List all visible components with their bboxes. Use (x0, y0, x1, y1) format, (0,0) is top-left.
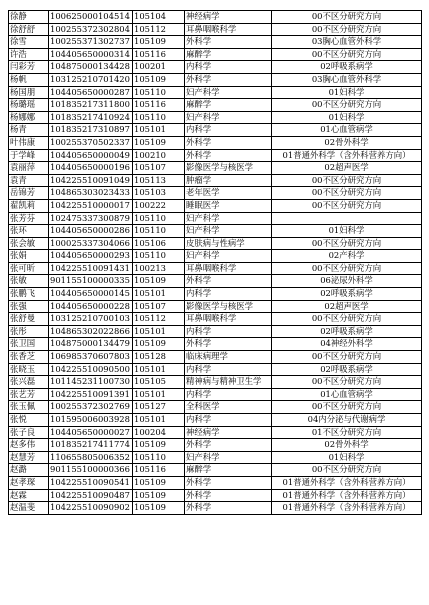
cell-exam-id: 901155100000366 (49, 464, 133, 477)
cell-name: 张舒曼 (9, 313, 49, 326)
cell-major-code: 105109 (133, 489, 185, 502)
cell-exam-id: 101835217311800 (49, 99, 133, 112)
cell-name: 张悦 (9, 414, 49, 427)
cell-major-name: 内科学 (185, 61, 272, 74)
table-row (9, 313, 422, 326)
table-row (9, 451, 422, 464)
cell-major-code: 105110 (133, 212, 185, 225)
cell-major-code: 105101 (133, 363, 185, 376)
cell-major-name: 外科学 (185, 136, 272, 149)
cell-research-direction: 01不区分研究方向 (272, 426, 422, 439)
cell-name: 杨青 (9, 124, 49, 137)
cell-name: 张芳芬 (9, 212, 49, 225)
cell-exam-id: 104405650000228 (49, 300, 133, 313)
table-body (9, 11, 422, 515)
cell-research-direction: 01心血管病学 (272, 388, 422, 401)
cell-research-direction: 01妇科学 (272, 86, 422, 99)
table-row (9, 250, 422, 263)
cell-name: 叶伟康 (9, 136, 49, 149)
cell-major-name: 临床病理学 (185, 351, 272, 364)
cell-research-direction: 04神经外科学 (272, 338, 422, 351)
table-row (9, 439, 422, 452)
cell-name: 张会敏 (9, 237, 49, 250)
cell-major-name: 麻醉学 (185, 99, 272, 112)
cell-name: 张敏 (9, 275, 49, 288)
cell-exam-id: 104405650000286 (49, 225, 133, 238)
cell-research-direction: 00不区分研究方向 (272, 376, 422, 389)
cell-exam-id: 104225510090500 (49, 363, 133, 376)
cell-major-code: 105110 (133, 111, 185, 124)
cell-major-name: 麻醉学 (185, 48, 272, 61)
cell-major-name: 外科学 (185, 338, 272, 351)
cell-major-name: 妇产科学 (185, 250, 272, 263)
cell-major-name: 妇产科学 (185, 451, 272, 464)
cell-major-name: 妇产科学 (185, 225, 272, 238)
cell-name: 张晓玉 (9, 363, 49, 376)
cell-major-code: 105110 (133, 250, 185, 263)
cell-name: 徐雪 (9, 36, 49, 49)
cell-major-code: 105101 (133, 388, 185, 401)
table-row (9, 73, 422, 86)
cell-exam-id: 104405650000293 (49, 250, 133, 263)
cell-major-name: 皮肤病与性病学 (185, 237, 272, 250)
cell-exam-id: 104225510090487 (49, 489, 133, 502)
cell-major-name: 麻醉学 (185, 464, 272, 477)
admission-list-sheet (8, 10, 422, 515)
cell-exam-id: 104225510091049 (49, 174, 133, 187)
cell-major-code: 105104 (133, 11, 185, 24)
cell-major-name: 耳鼻咽喉科学 (185, 23, 272, 36)
table-row (9, 363, 422, 376)
cell-name: 张彤 (9, 325, 49, 338)
cell-research-direction: 00不区分研究方向 (272, 464, 422, 477)
table-row (9, 401, 422, 414)
cell-major-code: 105106 (133, 237, 185, 250)
cell-name: 张艺芳 (9, 388, 49, 401)
cell-major-name: 内科学 (185, 363, 272, 376)
cell-research-direction: 01心血管病学 (272, 124, 422, 137)
cell-exam-id: 100255370502337 (49, 136, 133, 149)
cell-exam-id: 101835217411774 (49, 439, 133, 452)
cell-name: 徐静 (9, 11, 49, 24)
cell-exam-id: 104225510000017 (49, 199, 133, 212)
cell-exam-id: 103125210700103 (49, 313, 133, 326)
cell-exam-id: 104405650000049 (49, 149, 133, 162)
cell-name: 杨国朋 (9, 86, 49, 99)
cell-major-code: 100201 (133, 61, 185, 74)
cell-exam-id: 104405650000027 (49, 426, 133, 439)
cell-exam-id: 104225510090902 (49, 502, 133, 515)
table-row (9, 136, 422, 149)
cell-major-code: 105112 (133, 313, 185, 326)
cell-name: 赵霖 (9, 489, 49, 502)
cell-research-direction: 00不区分研究方向 (272, 351, 422, 364)
cell-major-name: 外科学 (185, 36, 272, 49)
cell-name: 赵多伟 (9, 439, 49, 452)
table-row (9, 262, 422, 275)
cell-major-code: 105110 (133, 451, 185, 464)
cell-exam-id: 101145231100730 (49, 376, 133, 389)
table-row (9, 414, 422, 427)
cell-major-name: 外科学 (185, 489, 272, 502)
cell-research-direction: 00不区分研究方向 (272, 11, 422, 24)
cell-major-code: 105101 (133, 124, 185, 137)
cell-major-code: 105109 (133, 136, 185, 149)
cell-research-direction: 02呼吸系病学 (272, 325, 422, 338)
cell-major-code: 105109 (133, 338, 185, 351)
cell-exam-id: 104875000134479 (49, 338, 133, 351)
cell-name: 张玉佩 (9, 401, 49, 414)
cell-research-direction: 01普通外科学（含外科营养方向） (272, 502, 422, 515)
cell-name: 赵慧芳 (9, 451, 49, 464)
cell-major-name: 内科学 (185, 414, 272, 427)
cell-major-code: 105109 (133, 36, 185, 49)
cell-exam-id: 101835217410924 (49, 111, 133, 124)
cell-research-direction: 06泌尿外科学 (272, 275, 422, 288)
cell-exam-id: 100025337304066 (49, 237, 133, 250)
cell-exam-id: 110655805006352 (49, 451, 133, 464)
cell-major-code: 105109 (133, 502, 185, 515)
cell-exam-id: 102475337300879 (49, 212, 133, 225)
cell-research-direction: 02超声医学 (272, 300, 422, 313)
cell-name: 张娟 (9, 250, 49, 263)
cell-major-name: 影像医学与核医学 (185, 300, 272, 313)
table-row (9, 199, 422, 212)
cell-research-direction: 03胸心血管外科学 (272, 73, 422, 86)
cell-major-name: 耳鼻咽喉科学 (185, 313, 272, 326)
cell-name: 张兴磊 (9, 376, 49, 389)
table-row (9, 111, 422, 124)
cell-exam-id: 104225510091431 (49, 262, 133, 275)
cell-major-code: 105110 (133, 225, 185, 238)
cell-research-direction: 01妇科学 (272, 111, 422, 124)
cell-research-direction: 00不区分研究方向 (272, 313, 422, 326)
cell-major-code: 105107 (133, 162, 185, 175)
cell-name: 赵温斐 (9, 502, 49, 515)
cell-major-code: 105101 (133, 414, 185, 427)
cell-major-code: 100204 (133, 426, 185, 439)
cell-research-direction: 01普通外科学（含外科营养方向） (272, 149, 422, 162)
table-row (9, 275, 422, 288)
cell-research-direction: 00不区分研究方向 (272, 199, 422, 212)
cell-major-code: 100213 (133, 262, 185, 275)
table-row (9, 36, 422, 49)
cell-name: 袁青 (9, 174, 49, 187)
table-row (9, 61, 422, 74)
cell-research-direction: 02产科学 (272, 250, 422, 263)
cell-major-name: 内科学 (185, 288, 272, 301)
cell-exam-id: 100255371302737 (49, 36, 133, 49)
cell-research-direction: 02骨外科学 (272, 136, 422, 149)
table-row (9, 124, 422, 137)
cell-major-code: 100210 (133, 149, 185, 162)
cell-exam-id: 104405650000287 (49, 86, 133, 99)
cell-research-direction: 00不区分研究方向 (272, 48, 422, 61)
cell-research-direction: 03胸心血管外科学 (272, 36, 422, 49)
cell-research-direction: 01普通外科学（含外科营养方向） (272, 476, 422, 489)
table-row (9, 489, 422, 502)
cell-major-name: 妇产科学 (185, 212, 272, 225)
table-row (9, 426, 422, 439)
cell-major-name: 耳鼻咽喉科学 (185, 262, 272, 275)
table-row (9, 338, 422, 351)
cell-name: 张强 (9, 300, 49, 313)
table-row (9, 464, 422, 477)
table-row (9, 23, 422, 36)
cell-exam-id: 103125210701420 (49, 73, 133, 86)
cell-major-name: 神经病学 (185, 11, 272, 24)
cell-research-direction: 02超声医学 (272, 162, 422, 175)
cell-exam-id: 101595006003928 (49, 414, 133, 427)
cell-research-direction: 02呼吸系病学 (272, 61, 422, 74)
cell-major-code: 105109 (133, 73, 185, 86)
table-row (9, 11, 422, 24)
table-row (9, 225, 422, 238)
table-row (9, 376, 422, 389)
cell-research-direction: 00不区分研究方向 (272, 23, 422, 36)
cell-name: 张环 (9, 225, 49, 238)
cell-research-direction: 02呼吸系病学 (272, 288, 422, 301)
cell-research-direction: 00不区分研究方向 (272, 174, 422, 187)
cell-major-code: 105116 (133, 464, 185, 477)
table-row (9, 325, 422, 338)
cell-major-code: 105109 (133, 476, 185, 489)
cell-exam-id: 104865302022866 (49, 325, 133, 338)
table-row (9, 187, 422, 200)
cell-name: 张子良 (9, 426, 49, 439)
cell-name: 赵潞 (9, 464, 49, 477)
cell-major-name: 内科学 (185, 325, 272, 338)
cell-name: 许浩 (9, 48, 49, 61)
cell-major-code: 105109 (133, 275, 185, 288)
table-row (9, 149, 422, 162)
table-row (9, 388, 422, 401)
table-row (9, 502, 422, 515)
table-row (9, 99, 422, 112)
cell-major-code: 105116 (133, 48, 185, 61)
cell-exam-id: 100255372302804 (49, 23, 133, 36)
cell-name: 赵孝琛 (9, 476, 49, 489)
cell-name: 杨璐瑶 (9, 99, 49, 112)
cell-research-direction: 01妇科学 (272, 225, 422, 238)
cell-major-code: 100222 (133, 199, 185, 212)
cell-name: 张卫国 (9, 338, 49, 351)
table-row (9, 288, 422, 301)
cell-name: 闫彩芳 (9, 61, 49, 74)
cell-major-code: 105128 (133, 351, 185, 364)
cell-exam-id: 104405650000196 (49, 162, 133, 175)
cell-name: 于学峰 (9, 149, 49, 162)
cell-major-code: 105107 (133, 300, 185, 313)
cell-exam-id: 100255372302769 (49, 401, 133, 414)
cell-major-code: 105116 (133, 99, 185, 112)
cell-exam-id: 104405650000145 (49, 288, 133, 301)
table-row (9, 351, 422, 364)
cell-exam-id: 104225510090541 (49, 476, 133, 489)
cell-exam-id: 106985370607803 (49, 351, 133, 364)
cell-exam-id: 901155100000335 (49, 275, 133, 288)
table-row (9, 86, 422, 99)
cell-research-direction: 02呼吸系病学 (272, 363, 422, 376)
table-row (9, 476, 422, 489)
cell-major-code: 105110 (133, 86, 185, 99)
cell-major-name: 外科学 (185, 476, 272, 489)
cell-major-name: 妇产科学 (185, 86, 272, 99)
cell-name: 徐舒舒 (9, 23, 49, 36)
cell-exam-id: 104225510091391 (49, 388, 133, 401)
cell-major-name: 外科学 (185, 275, 272, 288)
cell-major-name: 肿瘤学 (185, 174, 272, 187)
cell-major-code: 105113 (133, 174, 185, 187)
cell-major-name: 外科学 (185, 73, 272, 86)
cell-exam-id: 104865303023433 (49, 187, 133, 200)
cell-research-direction (272, 212, 422, 225)
cell-research-direction: 01普通外科学（含外科营养方向） (272, 489, 422, 502)
cell-major-name: 全科医学 (185, 401, 272, 414)
cell-major-name: 睡眠医学 (185, 199, 272, 212)
cell-major-code: 105103 (133, 187, 185, 200)
cell-research-direction: 00不区分研究方向 (272, 187, 422, 200)
table-row (9, 300, 422, 313)
admission-list-table (8, 10, 422, 515)
cell-research-direction: 02骨外科学 (272, 439, 422, 452)
table-row (9, 48, 422, 61)
cell-major-name: 内科学 (185, 388, 272, 401)
table-row (9, 237, 422, 250)
cell-research-direction: 01妇科学 (272, 451, 422, 464)
cell-name: 张鹏飞 (9, 288, 49, 301)
cell-name: 岳锦芳 (9, 187, 49, 200)
cell-major-name: 外科学 (185, 502, 272, 515)
cell-major-name: 外科学 (185, 439, 272, 452)
cell-major-name: 老年医学 (185, 187, 272, 200)
cell-name: 杨娜娜 (9, 111, 49, 124)
table-row (9, 162, 422, 175)
cell-research-direction: 00不区分研究方向 (272, 99, 422, 112)
cell-major-code: 105101 (133, 288, 185, 301)
cell-major-name: 妇产科学 (185, 111, 272, 124)
cell-major-name: 精神病与精神卫生学 (185, 376, 272, 389)
cell-major-code: 105105 (133, 376, 185, 389)
cell-major-name: 神经病学 (185, 426, 272, 439)
cell-exam-id: 100625000104514 (49, 11, 133, 24)
cell-name: 张可昕 (9, 262, 49, 275)
cell-major-code: 105109 (133, 439, 185, 452)
cell-name: 杨帆 (9, 73, 49, 86)
cell-major-code: 105127 (133, 401, 185, 414)
cell-name: 翟凯莉 (9, 199, 49, 212)
table-row (9, 212, 422, 225)
table-row (9, 174, 422, 187)
cell-research-direction: 00不区分研究方向 (272, 262, 422, 275)
cell-name: 袁丽萍 (9, 162, 49, 175)
cell-exam-id: 104875000134428 (49, 61, 133, 74)
cell-research-direction: 04内分泌与代谢病学 (272, 414, 422, 427)
cell-major-name: 外科学 (185, 149, 272, 162)
cell-major-code: 105112 (133, 23, 185, 36)
cell-exam-id: 104405650000314 (49, 48, 133, 61)
cell-major-name: 影像医学与核医学 (185, 162, 272, 175)
cell-exam-id: 101835217310897 (49, 124, 133, 137)
cell-research-direction: 00不区分研究方向 (272, 237, 422, 250)
cell-major-code: 105101 (133, 325, 185, 338)
cell-major-name: 内科学 (185, 124, 272, 137)
cell-name: 张香芝 (9, 351, 49, 364)
cell-research-direction: 00不区分研究方向 (272, 401, 422, 414)
